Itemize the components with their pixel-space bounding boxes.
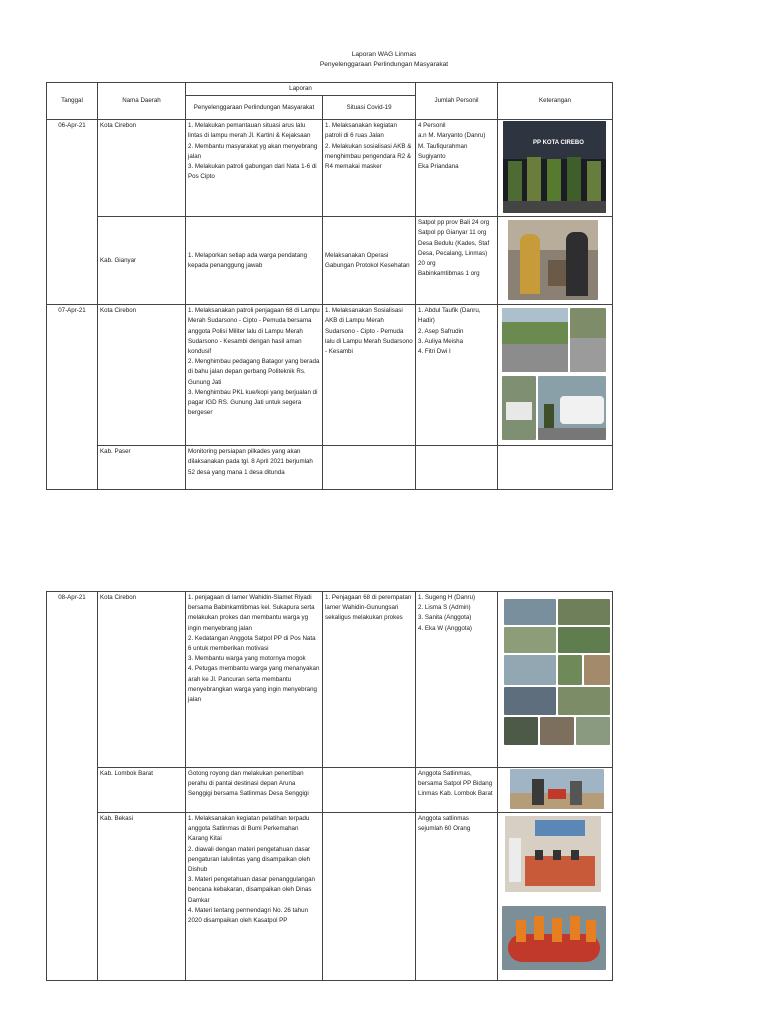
notes-cell (498, 217, 613, 305)
personnel-cell (416, 217, 498, 305)
report-subtitle: Penyelenggaraan Perlindungan Masyarakat (319, 61, 449, 68)
header-covid: Situasi Covid-19 (323, 96, 416, 120)
region-cell: Kab. Lombok Barat (98, 768, 186, 813)
covid-cell (323, 768, 416, 813)
covid-cell (323, 305, 416, 446)
header-date: Tanggal (47, 83, 98, 120)
personnel-text: 4 Personil a.n M. Maryanto (Danru) M. Taufiqurahman Sugiyanto Eka Priandana (418, 122, 486, 171)
covid-cell (323, 120, 416, 217)
table-row (47, 120, 613, 217)
notes-cell (498, 446, 613, 490)
photo-training-class (505, 816, 601, 892)
personnel-cell (416, 446, 498, 490)
linmas-cell (186, 813, 323, 981)
personnel-cell (416, 120, 498, 217)
header-personnel: Jumlah Personil (416, 83, 498, 120)
report-title: Laporan WAG Linmas (351, 51, 417, 58)
linmas-cell (186, 305, 323, 446)
region-cell: Kota Cirebon (98, 120, 186, 217)
header-notes: Keterangan (498, 83, 613, 120)
covid-text: Melaksanakan Operasi Gabungan Protokol Kesehatan (325, 251, 410, 269)
personnel-text: Anggota Satlinmas, bersama Satpol PP Bidang Linmas Kab. Lombok Barat (418, 770, 493, 798)
photo-rescue-boat (502, 906, 606, 970)
table-row (47, 768, 613, 813)
header-linmas: Penyelenggaraan Perlindungan Masyarakat (186, 96, 323, 120)
personnel-cell (416, 305, 498, 446)
linmas-cell (186, 592, 323, 768)
date-cell: 06-Apr-21 (47, 120, 98, 305)
region-cell: Kota Cirebon (98, 305, 186, 446)
personnel-cell (416, 813, 498, 981)
table-row (47, 446, 613, 490)
table-row (47, 217, 613, 305)
personnel-cell (416, 768, 498, 813)
covid-cell (323, 813, 416, 981)
notes-cell (498, 120, 613, 217)
covid-text: 1. Penjagaan 68 di perempatan lamer Wahidin-Gunungsari sekaligus melakukan prokes (325, 594, 412, 622)
photo-health-check (508, 220, 598, 300)
photo-collage-cirebon (504, 599, 610, 745)
personnel-text: Anggota satlinmas sejumlah 60 Orang (418, 815, 471, 833)
date-cell: 08-Apr-21 (47, 592, 98, 981)
report-table-1 (46, 82, 613, 490)
covid-text: 1. Melaksanakan Sosialisasi AKB di Lampu Merah Sudarsono - Cipto - Pemuda lalu di Lampu Merah Sudarsono - Kesambi (325, 307, 413, 356)
linmas-cell (186, 120, 323, 217)
personnel-text: Satpol pp prov Bali 24 org Satpol pp Gianyar 11 org Desa Bedulu (Kades, Staf Desa, Pecalang, Linmas) 20 org Babinkamtibmas 1 org (418, 219, 490, 278)
covid-text: 1. Melaksanakan kegiatan patroli di 6 ruas Jalan 2. Melakukan sosialisasi AKB & menghimbau pengendara R2 & R4 memakai masker (325, 122, 412, 171)
covid-cell (323, 446, 416, 490)
notes-cell (498, 592, 613, 768)
notes-cell (498, 813, 613, 981)
region-cell: Kota Cirebon (98, 592, 186, 768)
photo-collage-street (500, 306, 608, 442)
notes-cell (498, 768, 613, 813)
linmas-cell (186, 217, 323, 305)
date-cell: 07-Apr-21 (47, 305, 98, 490)
covid-cell (323, 217, 416, 305)
region-cell: Kab. Bekasi (98, 813, 186, 981)
table-row (47, 813, 613, 981)
table-row (47, 592, 613, 768)
personnel-text: 1. Abdul Taufik (Danru, Hadir) 2. Asep Safrudin 3. Auliya Meisha 4. Fitri Dwi I (418, 307, 481, 356)
linmas-text: Gotong royong dan melakukan penertiban perahu di pantai destinasi depan Aruna Senggigi bersama Satlinmas Desa Senggigi (188, 770, 309, 798)
linmas-text: Monitoring persiapan pilkades yang akan dilaksanakan pada tgl. 8 April 2021 berjumlah 52 desa yang mana 1 desa ditunda (188, 448, 313, 476)
notes-cell (498, 305, 613, 446)
region-cell: Kab. Paser (98, 446, 186, 490)
header-report: Laporan (186, 83, 416, 96)
header-region: Nama Daerah (98, 83, 186, 120)
photo-beach-cleanup (510, 769, 604, 809)
photo-night-patrol (503, 121, 606, 213)
linmas-text: 1. Melakukan pemantauan situasi arus lalu lintas di lampu merah Jl. Kartini & Kejaksaan 2. Membantu masyarakat yg akan menyebrang jalan 3. Melakukan patroli gabungan dari Nata 1-6 di Pos Cipto (188, 122, 318, 181)
linmas-text: 1. Melaksanakan patroli penjagaan 68 di Lampu Merah Sudarsono - Cipto - Pemuda bersama anggota Polisi Militer lalu di Lampu Merah Sudarsono - Kesambi dengan hasil aman kondusif 2. Menghimbau pedagang Batagor yang berada di bahu jalan depan gerbang Politeknik Rs. Gunung Jati 3. Menghimbau PKL kue/kopi yang berjualan di pagar IGD RS. Gunung Jati untuk segera bergeser (188, 307, 320, 417)
region-cell: Kab. Gianyar (98, 217, 186, 305)
personnel-text: 1. Sugeng H (Danru) 2. Lisma S (Admin) 3. Sanita (Anggota) 4. Eka W (Anggota) (418, 594, 476, 632)
linmas-text: 1. penjagaan di lamer Wahidin-Slamet Riyadi bersama Babinkamtibmas kel. Sukapura serta melakukan prokes dan membantu warga yg ingin menyebrang jalan 2. Kedatangan Anggota Satpol PP di Pos Nata 6 untuk memberikan motivasi 3. Membantu warga yang motornya mogok 4. Petugas membantu warga yang menanyakan arah ke Jl. Pancuran serta membantu menyebrangkan warga yang ingin menyebrang jalan (188, 594, 320, 704)
covid-cell (323, 592, 416, 768)
personnel-cell (416, 592, 498, 768)
linmas-cell (186, 446, 323, 490)
linmas-text: 1. Melaporkan setiap ada warga pendatang kepada penanggung jawab (188, 251, 308, 269)
photo-caption: PP KOTA CIREBO (533, 140, 584, 147)
report-title-block (0, 50, 768, 70)
linmas-cell (186, 768, 323, 813)
linmas-text: 1. Melaksanakan kegiatan pelatihan terpadu anggota Satlinmas di Bumi Perkemahan Karang Kitai 2. diawali dengan materi pengetahuan dasar pengaturan lalulintas yang disampaikan oleh Dishub 3. Materi pengetahuan dasar penanggulangan bencana kebakaran, disampaikan oleh Dinas Damkar 4. Materi tentang permendagri No. 26 tahun 2020 disampaikan oleh Kasatpol PP (188, 815, 315, 925)
report-table-2 (46, 591, 613, 981)
table-row (47, 305, 613, 446)
